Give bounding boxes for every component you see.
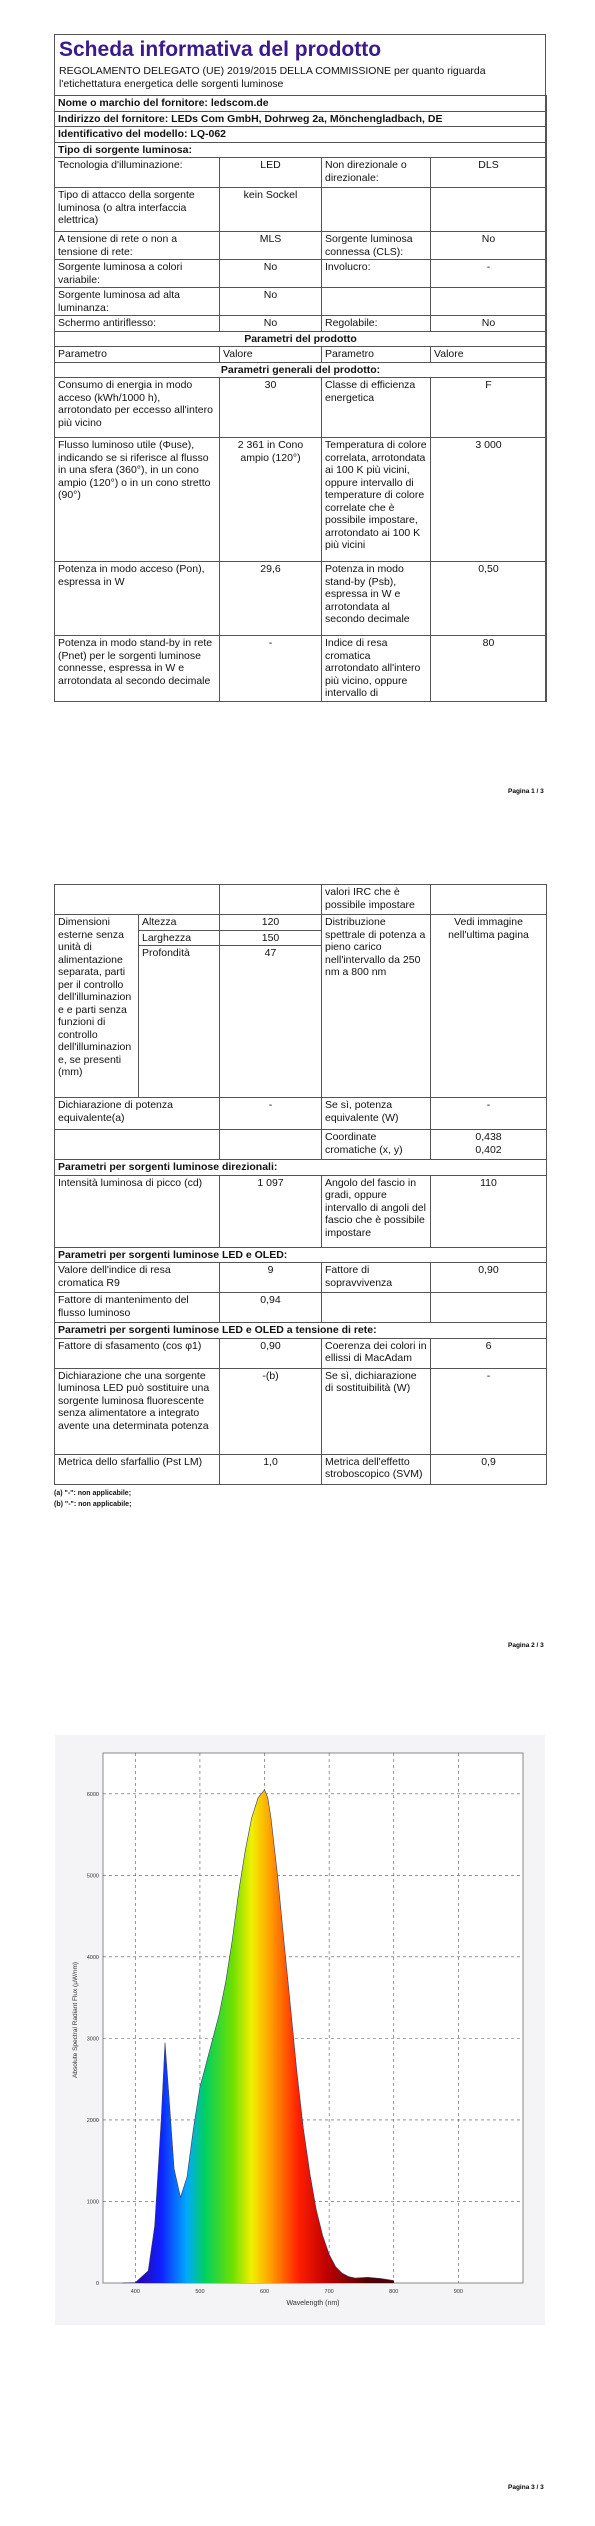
page-2 xyxy=(54,884,547,1510)
x-tick-label: 600 xyxy=(259,2289,270,2295)
param-value: No xyxy=(431,316,547,332)
param-label: Sorgente luminosa connessa (CLS): xyxy=(322,232,431,260)
dimension-label: Altezza xyxy=(139,915,220,931)
supplier-name: Nome o marchio del fornitore: ledscom.de xyxy=(55,96,547,112)
param-label: Consumo di energia in modo acceso (kWh/1000 h), arrotondato per eccesso all'intero più vicino xyxy=(55,378,220,438)
param-value: - xyxy=(220,1098,322,1130)
param-label: Dichiarazione che una sorgente luminosa LED può sostituire una sorgente luminosa fluorescente senza alimentatore a integrato avente una determinata potenza xyxy=(55,1368,220,1454)
param-label: Coordinate cromatiche (x, y) xyxy=(322,1130,431,1160)
product-info-table-continued xyxy=(54,884,547,1485)
param-value: - xyxy=(431,1098,547,1130)
y-tick-label: 3000 xyxy=(86,2036,99,2043)
param-label: Intensità luminosa di picco (cd) xyxy=(55,1175,220,1247)
y-tick-label: 1000 xyxy=(86,2199,99,2206)
param-value: 0,94 xyxy=(220,1293,322,1323)
page-number: Pagina 3 / 3 xyxy=(508,2484,544,2491)
param-value: No xyxy=(220,288,322,316)
param-label: Distribuzione spettrale di potenza a pieno carico nell'intervallo da 250 nm a 800 nm xyxy=(322,915,431,1098)
param-label: Tecnologia d'illuminazione: xyxy=(55,158,220,188)
param-label: Sorgente luminosa a colori variabile: xyxy=(55,260,220,288)
param-value: 1,0 xyxy=(220,1454,322,1484)
x-tick-label: 400 xyxy=(130,2289,140,2295)
param-value xyxy=(431,1130,547,1160)
param-value: 110 xyxy=(431,1175,547,1247)
param-value: 150 xyxy=(220,930,322,946)
param-value: - xyxy=(431,260,547,288)
param-label: Tipo di attacco della sorgente luminosa (o altra interfaccia elettrica) xyxy=(55,188,220,232)
product-params-heading: Parametri del prodotto xyxy=(55,331,547,347)
column-header-param: Parametro xyxy=(322,347,431,363)
param-value: kein Sockel xyxy=(220,188,322,232)
directional-heading: Parametri per sorgenti luminose direzionali: xyxy=(55,1160,547,1176)
x-tick-label: 700 xyxy=(324,2289,334,2295)
param-value: DLS xyxy=(431,158,547,188)
regulation-subtitle: REGOLAMENTO DELEGATO (UE) 2019/2015 DELLA COMMISSIONE per quanto riguarda l'etichettatura energetica delle sorgenti luminose xyxy=(59,65,486,90)
param-value: 80 xyxy=(431,636,547,702)
param-label: valori IRC che è possibile impostare xyxy=(322,885,431,915)
param-label: Coerenza dei colori in ellissi di MacAdam xyxy=(322,1338,431,1368)
param-label: Dichiarazione di potenza equivalente(a) xyxy=(55,1098,220,1130)
param-value: 0,50 xyxy=(431,562,547,636)
param-value: -(b) xyxy=(220,1368,322,1454)
param-value: No xyxy=(220,260,322,288)
param-label: Potenza in modo acceso (Pon), espressa in W xyxy=(55,562,220,636)
mains-led-heading: Parametri per sorgenti luminose LED e OLED a tensione di rete: xyxy=(55,1323,547,1339)
param-value: Vedi immagine nell'ultima pagina xyxy=(431,915,547,1098)
param-label: Fattore di sfasamento (cos φ1) xyxy=(55,1338,220,1368)
x-tick-label: 500 xyxy=(195,2289,205,2295)
param-label: Sorgente luminosa ad alta luminanza: xyxy=(55,288,220,316)
param-label: Se sì, dichiarazione di sostituibilità (W) xyxy=(322,1368,431,1454)
param-label: Potenza in modo stand-by in rete (Pnet) per le sorgenti luminose connesse, espressa in W e arrotondata al secondo decimale xyxy=(55,636,220,702)
y-tick-label: 6000 xyxy=(86,1791,99,1798)
page-title: Scheda informativa del prodotto xyxy=(59,38,382,61)
chroma-x: 0,438 xyxy=(475,1131,502,1143)
param-label: Involucro: xyxy=(322,260,431,288)
param-label: Classe di efficienza energetica xyxy=(322,378,431,438)
param-value: 2 361 in Cono ampio (120°) xyxy=(220,438,322,562)
page-number: Pagina 2 / 3 xyxy=(508,1642,544,1649)
param-label: Valore dell'indice di resa cromatica R9 xyxy=(55,1263,220,1293)
param-label: Metrica dell'effetto stroboscopico (SVM) xyxy=(322,1454,431,1484)
param-value: No xyxy=(431,232,547,260)
param-value: 120 xyxy=(220,915,322,931)
param-value: 30 xyxy=(220,378,322,438)
y-axis-label: Absolute Spectral Radiant Flux (µW/nm) xyxy=(72,1961,79,2078)
param-label: Se sì, potenza equivalente (W) xyxy=(322,1098,431,1130)
footnote-a: (a) "-": non applicabile; xyxy=(54,1489,132,1497)
param-value: MLS xyxy=(220,232,322,260)
y-tick-label: 0 xyxy=(95,2281,99,2287)
param-value: 1 097 xyxy=(220,1175,322,1247)
page-1 xyxy=(54,34,546,702)
y-tick-label: 4000 xyxy=(86,1954,99,1961)
dimension-label: Profondità xyxy=(139,946,220,1098)
param-label: Temperatura di colore correlata, arrotondata ai 100 K più vicini, oppure intervallo di temperature di colore correlate che è possibile impostare, arrotondato ai 100 K più vicini xyxy=(322,438,431,562)
column-header-value: Valore xyxy=(220,347,322,363)
param-value: F xyxy=(431,378,547,438)
page-number: Pagina 1 / 3 xyxy=(508,788,544,795)
y-tick-label: 2000 xyxy=(86,2117,99,2124)
param-label: Potenza in modo stand-by (Psb), espressa in W e arrotondata al secondo decimale xyxy=(322,562,431,636)
model-identifier: Identificativo del modello: LQ-062 xyxy=(55,127,547,143)
param-label: Flusso luminoso utile (Φuse), indicando se si riferisce al flusso in una sfera (360°), in un cono ampio (120°) o in un cono stretto (90°) xyxy=(55,438,220,562)
param-value: 3 000 xyxy=(431,438,547,562)
footnote-b: (b) "-": non applicabile; xyxy=(54,1500,132,1508)
param-label: Indice di resa cromatica arrotondato all'intero più vicino, oppure intervallo di xyxy=(322,636,431,702)
column-header-param: Parametro xyxy=(55,347,220,363)
param-label: Dimensioni esterne senza unità di alimentazione separata, parti per il controllo dell'illuminazione e parti senza funzioni di controllo dell'illuminazione, se presenti (mm) xyxy=(55,915,139,1098)
param-value: 47 xyxy=(220,946,322,1098)
param-label: Schermo antiriflesso: xyxy=(55,316,220,332)
spectral-chart xyxy=(55,1735,545,2325)
param-label: Fattore di mantenimento del flusso luminoso xyxy=(55,1293,220,1323)
param-value: - xyxy=(220,636,322,702)
param-value: No xyxy=(220,316,322,332)
dimension-label: Larghezza xyxy=(139,930,220,946)
param-value: - xyxy=(431,1368,547,1454)
param-value: 29,6 xyxy=(220,562,322,636)
param-label: Metrica dello sfarfallio (Pst LM) xyxy=(55,1454,220,1484)
x-tick-label: 900 xyxy=(453,2289,463,2295)
param-value: 6 xyxy=(431,1338,547,1368)
led-heading: Parametri per sorgenti luminose LED e OLED: xyxy=(55,1247,547,1263)
param-value: 0,90 xyxy=(220,1338,322,1368)
y-tick-label: 5000 xyxy=(86,1873,99,1880)
source-type-heading: Tipo di sorgente luminosa: xyxy=(55,142,547,158)
param-label: Fattore di sopravvivenza xyxy=(322,1263,431,1293)
param-value: 0,90 xyxy=(431,1263,547,1293)
param-value: 9 xyxy=(220,1263,322,1293)
chroma-y: 0,402 xyxy=(475,1143,502,1156)
param-label: Non direzionale o direzionale: xyxy=(322,158,431,188)
param-label: Regolabile: xyxy=(322,316,431,332)
column-header-value: Valore xyxy=(431,347,547,363)
param-value: LED xyxy=(220,158,322,188)
general-params-heading: Parametri generali del prodotto: xyxy=(55,362,547,378)
supplier-address: Indirizzo del fornitore: LEDs Com GmbH, Dohrweg 2a, Mönchengladbach, DE xyxy=(55,111,547,127)
param-label: Angolo del fascio in gradi, oppure intervallo di angoli del fascio che è possibile impostare xyxy=(322,1175,431,1247)
param-value: 0,9 xyxy=(431,1454,547,1484)
x-tick-label: 800 xyxy=(389,2289,399,2295)
param-label: A tensione di rete o non a tensione di rete: xyxy=(55,232,220,260)
product-info-table xyxy=(54,95,547,702)
x-axis-label: Wavelength (nm) xyxy=(286,2300,340,2307)
spectral-chart-svg xyxy=(55,1735,545,2325)
